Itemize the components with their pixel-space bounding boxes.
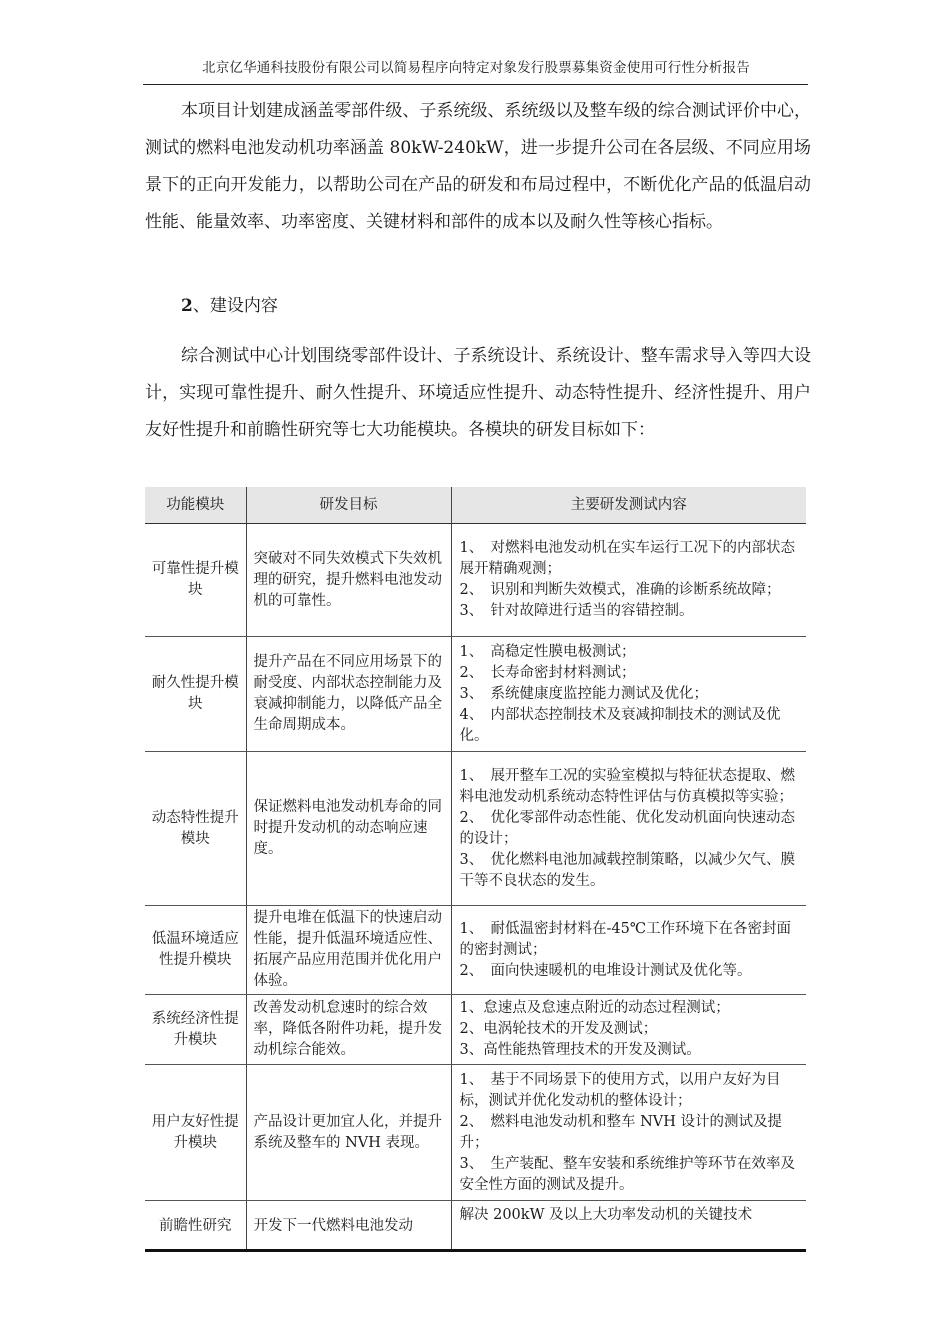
goal-cell: 突破对不同失效模式下失效机理的研究，提升燃料电池发动机的可靠性。 (246, 524, 451, 637)
content-item: 4、 内部状态控制技术及衰减抑制技术的测试及优化。 (459, 706, 781, 744)
content-item: 1、 对燃料电池发动机在实车运行工况下的内部状态展开精确观测； (459, 540, 795, 577)
header-goal: 研发目标 (246, 487, 451, 524)
module-cell: 可靠性提升模块 (145, 524, 246, 637)
content-item: 1、 基于不同场景下的使用方式，以用户友好为目标，测试并优化发动机的整体设计； (459, 1071, 781, 1109)
goal-cell: 提升电堆在低温下的快速启动性能，提升低温环境适应性、拓展产品应用范围并优化用户体验。 (246, 906, 451, 995)
content-item: 1、 耐低温密封材料在-45℃工作环境下在各密封面的密封测试； (459, 920, 792, 958)
content-item: 2、 燃料电池发动机和整车 NVH 设计的测试及提升； (459, 1113, 782, 1151)
goal-cell: 提升产品在不同应用场景下的耐受度、内部状态控制能力及衰减抑制能力，以降低产品全生命周期成本。 (246, 637, 451, 752)
module-table (145, 487, 806, 1252)
module-cell: 系统经济性提升模块 (145, 995, 246, 1065)
table-row (145, 1065, 806, 1201)
module-cell: 动态特性提升模块 (145, 752, 246, 906)
content-item: 3、 针对故障进行适当的容错控制。 (459, 603, 694, 619)
section-number: 2 (181, 296, 193, 316)
table-row (145, 906, 806, 995)
section-heading (181, 288, 278, 325)
content-item: 2、 识别和判断失效模式，准确的诊断系统故障； (459, 582, 781, 598)
goal-cell: 产品设计更加宜人化，并提升系统及整车的 NVH 表现。 (246, 1065, 451, 1201)
content-cell (451, 995, 806, 1065)
content-item: 1、 展开整车工况的实验室模拟与特征状态提取、燃料电池发动机系统动态特性评估与仿真模拟等实验； (459, 767, 795, 805)
table-row (145, 995, 806, 1065)
content-item: 2、 优化零部件动态性能、优化发动机面向快速动态的设计； (459, 809, 795, 847)
intro-paragraph: 本项目计划建成涵盖零部件级、子系统级、系统级以及整车级的综合测试评价中心，测试的燃料电池发动机功率涵盖 80kW-240kW，进一步提升公司在各层级、不同应用场景下的正向开发能力，以帮助公司在产品的研发和布局过程中，不断优化产品的低温启动性能、能量效率、功率密度、关键材料和部件的成本以及耐久性等核心指标。 (145, 101, 811, 232)
header-divider (143, 84, 808, 85)
module-cell: 耐久性提升模块 (145, 637, 246, 752)
content-cell (451, 524, 806, 637)
table-row (145, 524, 806, 637)
content-item: 3、 系统健康度监控能力测试及优化； (459, 685, 708, 702)
table-header-row (145, 487, 806, 524)
content-cell (451, 1065, 806, 1201)
table-row (145, 637, 806, 752)
content-item: 3、 优化燃料电池加减载控制策略，以减少欠气、膜干等不良状态的发生。 (459, 851, 795, 889)
goal-cell: 保证燃料电池发动机寿命的同时提升发动机的动态响应速度。 (246, 752, 451, 906)
module-cell: 低温环境适应性提升模块 (145, 906, 246, 995)
goal-cell: 改善发动机怠速时的综合效率，降低各附件功耗，提升发动机综合能效。 (246, 995, 451, 1065)
content-item: 2、 面向快速暖机的电堆设计测试及优化等。 (459, 962, 752, 979)
content-item: 1、怠速点及怠速点附近的动态过程测试； (459, 1000, 730, 1016)
content-item: 3、高性能热管理技术的开发及测试。 (459, 1042, 701, 1058)
header-module: 功能模块 (145, 487, 246, 524)
page-header: 北京亿华通科技股份有限公司以简易程序向特定对象发行股票募集资金使用可行性分析报告 (202, 60, 750, 76)
table-row (145, 1201, 806, 1251)
section-paragraph: 综合测试中心计划围绕零部件设计、子系统设计、系统设计、整车需求导入等四大设计，实现可靠性提升、耐久性提升、环境适应性提升、动态特性提升、经济性提升、用户友好性提升和前瞻性研究等七大功能模块。各模块的研发目标如下： (145, 346, 811, 440)
goal-cell: 开发下一代燃料电池发动 (246, 1201, 451, 1251)
content-item: 2、 长寿命密封材料测试； (459, 664, 636, 681)
content-cell (451, 752, 806, 906)
section-title: 、建设内容 (192, 296, 278, 316)
content-item: 1、 高稳定性膜电极测试； (459, 643, 636, 660)
module-cell: 用户友好性提升模块 (145, 1065, 246, 1201)
module-cell: 前瞻性研究 (145, 1201, 246, 1251)
content-item: 3、 生产装配、整车安装和系统维护等环节在效率及安全性方面的测试及提升。 (459, 1155, 795, 1193)
content-item: 2、电涡轮技术的开发及测试； (459, 1021, 658, 1037)
table-row (145, 752, 806, 906)
content-cell (451, 637, 806, 752)
content-cell (451, 906, 806, 995)
content-cell (451, 1201, 806, 1251)
header-content: 主要研发测试内容 (451, 487, 806, 524)
content-item: 解决 200kW 及以上大功率发动机的关键技术 (459, 1207, 753, 1223)
